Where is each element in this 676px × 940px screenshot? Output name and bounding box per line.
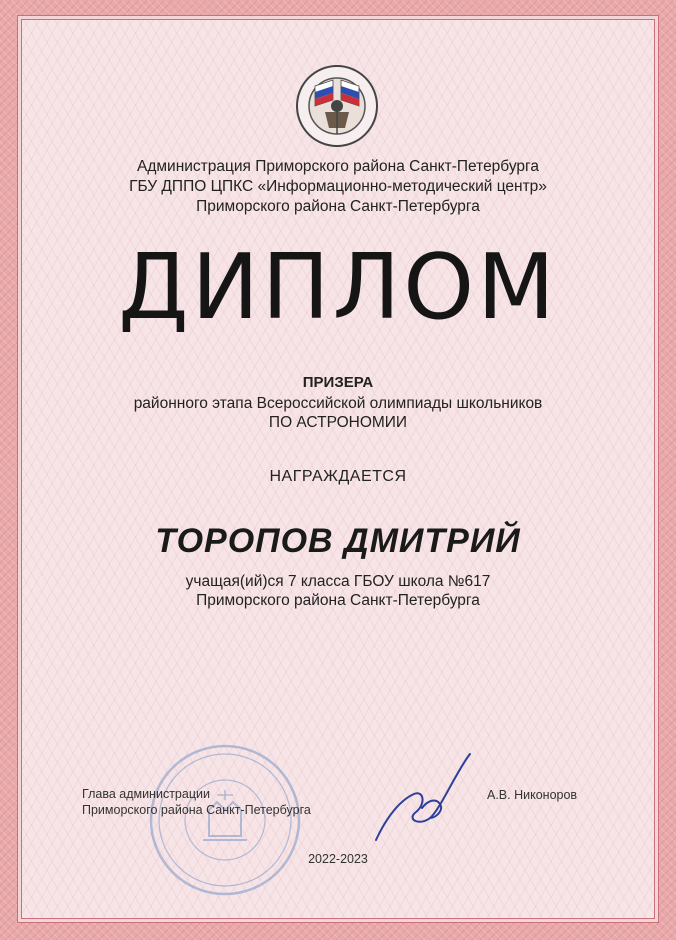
prize-description [22,394,654,432]
organization-line-3: Приморского района Санкт-Петербурга [196,198,480,215]
recipient-line-1: учащая(ий)ся 7 класса ГБОУ школа №617 [185,573,491,590]
signatory-position [82,786,311,818]
prize-line-2: ПО АСТРОНОМИИ [268,414,408,431]
organization-block [22,157,654,217]
signatory-position-line-2: Приморского района Санкт-Петербурга [82,803,311,817]
diploma-title: ДИПЛОМ [118,235,558,340]
organization-line-2: ГБУ ДППО ЦПКС «Информационно-методический центр» [129,178,547,195]
recipient-details [22,572,654,610]
handwritten-signature [366,748,486,848]
olympiad-emblem-icon [295,64,379,148]
recipient-name: ТОРОПОВ ДМИТРИЙ [155,522,521,560]
signatory-position-line-1: Глава администрации [82,787,210,801]
signatory-name: А.В. Никоноров [487,788,578,802]
prize-heading: ПРИЗЕРА [302,374,374,391]
recipient-line-2: Приморского района Санкт-Петербурга [196,592,480,609]
prize-line-1: районного этапа Всероссийской олимпиады школьников [133,395,543,412]
academic-year: 2022-2023 [308,852,368,866]
awarded-label: НАГРАЖДАЕТСЯ [269,468,407,485]
organization-line-1: Администрация Приморского района Санкт-Петербурга [137,158,539,175]
official-seal-icon [145,740,305,900]
